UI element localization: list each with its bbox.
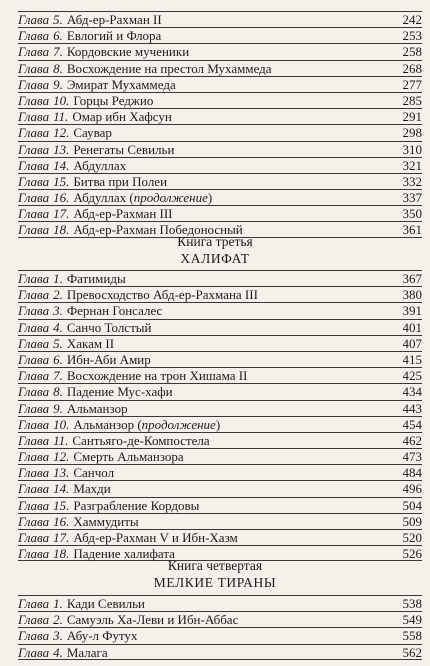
chapter-title-text: Горцы Реджио [73, 92, 154, 108]
chapter-title-text: Кади Севильи [66, 596, 146, 611]
chapter-title-text: Восхождение на трон Хишама II [66, 368, 248, 384]
chapter-number: 5. [53, 12, 63, 27]
chapter-title-text: Санчо Толстый [66, 319, 152, 335]
chapter-number: 10. [53, 416, 70, 432]
chapter-page-number: 242 [402, 12, 422, 27]
chapter-row [18, 464, 422, 480]
chapter-row [18, 497, 422, 513]
chapter-title [67, 61, 396, 77]
chapter-title-text: Малага [66, 644, 108, 660]
chapter-page-number: 361 [402, 222, 422, 238]
chapter-page-number: 562 [402, 644, 422, 660]
chapter-title-text: Абд-ер-Рахман II [66, 12, 162, 27]
chapter-label: Глава [18, 319, 50, 335]
chapter-title-text: Омар ибн Хафсун [72, 109, 172, 125]
chapter-number: 15. [53, 497, 70, 513]
chapter-row [18, 124, 422, 140]
chapter-title [73, 465, 396, 481]
chapter-title-text: Абд-ер-Рахман III [73, 206, 173, 222]
chapter-title-text: Фернан Гонсалес [66, 303, 163, 319]
chapter-title [73, 142, 396, 158]
chapter-number: 12. [53, 125, 70, 141]
chapter-label: Глава [18, 513, 50, 529]
chapter-page-number: 509 [402, 513, 422, 529]
chapter-title-text: Саувар [73, 125, 112, 141]
chapter-number: 10. [53, 92, 70, 108]
chapter-row [18, 11, 422, 27]
chapter-row [18, 627, 422, 643]
chapter-label: Глава [18, 271, 50, 286]
chapter-label: Глава [18, 432, 50, 448]
chapter-title-text: Хакам II [66, 335, 115, 351]
chapter-title [73, 498, 396, 514]
chapter-number: 4. [53, 319, 63, 335]
chapter-title [67, 352, 396, 368]
chapter-label: Глава [18, 449, 50, 465]
chapter-number: 18. [53, 222, 70, 238]
chapter-page-number: 443 [402, 400, 422, 416]
chapter-row [18, 448, 422, 464]
chapter-row [18, 286, 422, 302]
chapter-label: Глава [18, 28, 50, 44]
chapter-page-number: 504 [402, 497, 422, 513]
chapter-title [73, 514, 396, 530]
chapter-title [67, 612, 396, 628]
chapter-number: 5. [53, 335, 63, 351]
chapter-title-text: Превосходство Абд-ер-Рахмана III [66, 287, 258, 303]
chapter-page-number: 520 [402, 530, 422, 545]
chapter-title-text: Евлогий и Флора [66, 28, 162, 44]
chapter-title-text: Эмират Мухаммеда [66, 76, 176, 92]
chapter-title-text: Смерть Альманзора [73, 449, 184, 465]
chapter-row [18, 27, 422, 43]
chapter-label: Глава [18, 530, 50, 545]
chapter-number: 7. [53, 368, 63, 384]
chapter-title [67, 320, 396, 336]
chapter-title [73, 174, 396, 190]
chapter-title-text: Махди [73, 481, 111, 497]
book3-title: ХАЛИФАТ [180, 251, 250, 266]
chapter-page-number: 401 [402, 319, 422, 335]
chapter-label: Глава [18, 173, 50, 189]
chapter-row [18, 351, 422, 367]
chapter-number: 3. [53, 628, 63, 644]
chapter-row [18, 43, 422, 59]
chapter-number: 9. [53, 400, 63, 416]
chapter-row [18, 529, 422, 545]
chapter-number: 8. [53, 60, 63, 76]
chapter-title [73, 206, 396, 222]
chapter-label: Глава [18, 109, 50, 125]
chapter-number: 2. [53, 287, 63, 303]
chapter-row [18, 76, 422, 92]
chapter-label: Глава [18, 546, 50, 562]
chapter-page-number: 268 [402, 60, 422, 76]
chapter-page-number: 332 [402, 173, 422, 189]
chapter-row [18, 108, 422, 124]
chapter-page-number: 367 [402, 271, 422, 286]
chapter-title [72, 109, 396, 125]
chapter-page-number: 549 [402, 612, 422, 628]
chapter-row [18, 644, 422, 660]
chapter-label: Глава [18, 92, 50, 108]
chapter-title-text: Сантьяго-де-Компостела [72, 432, 210, 448]
chapter-label: Глава [18, 465, 50, 481]
chapter-label: Глава [18, 76, 50, 92]
chapter-number: 13. [53, 141, 70, 157]
chapter-page-number: 454 [402, 416, 422, 432]
chapter-title-italic: продолжение [141, 416, 216, 432]
chapter-number: 2. [53, 612, 63, 628]
chapter-number: 13. [53, 465, 70, 481]
chapter-title-text: Санчол [73, 465, 115, 481]
chapter-label: Глава [18, 287, 50, 303]
chapter-row [18, 205, 422, 221]
chapter-row [18, 335, 422, 351]
chapter-row [18, 383, 422, 399]
chapter-row [18, 416, 422, 432]
chapter-number: 4. [53, 644, 63, 660]
chapter-label: Глава [18, 12, 50, 27]
chapter-title [67, 303, 396, 319]
chapter-page-number: 298 [402, 125, 422, 141]
chapter-title-text: Абдуллах [73, 157, 127, 173]
chapter-row [18, 189, 422, 205]
chapter-row [18, 400, 422, 416]
chapter-page-number: 391 [402, 303, 422, 319]
book4-heading: Книга четвертая [167, 558, 263, 573]
chapter-title [67, 596, 396, 612]
chapter-title [67, 12, 396, 28]
chapter-title [67, 28, 396, 44]
chapter-page-number: 558 [402, 628, 422, 644]
chapter-row [18, 302, 422, 318]
chapter-row [18, 480, 422, 496]
chapter-title [67, 368, 396, 384]
chapter-label: Глава [18, 497, 50, 513]
chapter-number: 1. [53, 596, 63, 611]
chapter-number: 6. [53, 351, 63, 367]
chapter-number: 15. [53, 173, 70, 189]
chapter-row [18, 432, 422, 448]
chapter-page-number: 350 [402, 206, 422, 222]
chapter-title-text: Битва при Полеи [73, 173, 168, 189]
chapter-page-number: 310 [402, 141, 422, 157]
chapter-title-text: Альманзор ( [73, 416, 142, 432]
chapter-label: Глава [18, 628, 50, 644]
chapter-label: Глава [18, 335, 50, 351]
chapter-title-text: Альманзор [66, 400, 128, 416]
chapter-title [67, 384, 396, 400]
chapter-title [73, 125, 396, 141]
chapter-title [73, 530, 396, 546]
book3-chapter-list [18, 270, 422, 561]
chapter-row [18, 595, 422, 611]
chapter-page-number: 462 [402, 432, 422, 448]
chapter-row [18, 60, 422, 76]
chapter-title [67, 645, 396, 661]
chapter-number: 3. [53, 303, 63, 319]
chapter-number: 17. [53, 206, 70, 222]
chapter-page-number: 291 [402, 109, 422, 125]
chapter-label: Глава [18, 384, 50, 400]
chapter-title-text: Абд-ер-Рахман V и Ибн-Хазм [73, 530, 238, 545]
chapter-page-number: 277 [402, 76, 422, 92]
chapter-number: 18. [53, 546, 70, 562]
chapter-title-text: Ренегаты Севильи [73, 141, 175, 157]
chapter-row [18, 173, 422, 189]
chapter-title [67, 336, 396, 352]
chapter-row [18, 319, 422, 335]
chapter-title [67, 44, 396, 60]
chapter-title [73, 158, 396, 174]
chapter-title [73, 93, 396, 109]
chapter-label: Глава [18, 416, 50, 432]
chapter-page-number: 473 [402, 449, 422, 465]
book3-heading: Книга третья [177, 234, 253, 249]
chapter-number: 17. [53, 530, 70, 545]
chapter-title-text: Восхождение на престол Мухаммеда [66, 60, 272, 76]
chapter-label: Глава [18, 206, 50, 222]
chapter-title-text: Фатимиды [66, 271, 126, 286]
chapter-title [73, 190, 396, 206]
chapter-page-number: 258 [402, 44, 422, 60]
chapter-title-text: Разграбление Кордовы [73, 497, 200, 513]
chapter-row [18, 611, 422, 627]
chapter-title-text: Падение Мус-хафи [66, 384, 173, 400]
chapter-number: 14. [53, 157, 70, 173]
chapter-number: 11. [53, 109, 69, 125]
chapter-title [73, 481, 396, 497]
chapter-page-number: 380 [402, 287, 422, 303]
chapter-page-number: 425 [402, 368, 422, 384]
chapter-label: Глава [18, 60, 50, 76]
chapter-page-number: 321 [402, 157, 422, 173]
chapter-number: 9. [53, 76, 63, 92]
chapter-page-number: 538 [402, 596, 422, 611]
chapter-label: Глава [18, 125, 50, 141]
chapter-row [18, 270, 422, 286]
chapter-number: 14. [53, 481, 70, 497]
chapter-number: 1. [53, 271, 63, 286]
chapter-title-end: ) [207, 190, 213, 206]
chapter-title-end: ) [215, 416, 221, 432]
chapter-number: 16. [53, 190, 70, 206]
chapter-number: 6. [53, 28, 63, 44]
chapter-title [67, 271, 396, 287]
chapter-label: Глава [18, 44, 50, 60]
chapter-label: Глава [18, 368, 50, 384]
chapter-row [18, 513, 422, 529]
chapter-title [73, 449, 396, 465]
chapter-row [18, 367, 422, 383]
chapter-label: Глава [18, 141, 50, 157]
chapter-label: Глава [18, 303, 50, 319]
chapter-page-number: 337 [402, 190, 422, 206]
chapter-label: Глава [18, 612, 50, 628]
chapter-page-number: 253 [402, 28, 422, 44]
book4-title: МЕЛКИЕ ТИРАНЫ [153, 575, 277, 590]
chapter-label: Глава [18, 644, 50, 660]
chapter-title-text: Абдуллах ( [73, 190, 134, 206]
chapter-page-number: 484 [402, 465, 422, 481]
chapter-number: 16. [53, 513, 70, 529]
chapter-page-number: 415 [402, 351, 422, 367]
chapter-number: 7. [53, 44, 63, 60]
chapter-title-text: Хаммудиты [73, 513, 139, 529]
chapter-title [67, 77, 396, 93]
chapter-label: Глава [18, 157, 50, 173]
chapter-page-number: 526 [402, 546, 422, 562]
chapter-title-text: Ибн-Аби Амир [66, 351, 151, 367]
chapter-page-number: 496 [402, 481, 422, 497]
chapter-page-number: 434 [402, 384, 422, 400]
chapter-label: Глава [18, 481, 50, 497]
chapter-page-number: 407 [402, 335, 422, 351]
chapter-number: 12. [53, 449, 70, 465]
chapter-title [73, 417, 396, 433]
book4-chapter-list [18, 595, 422, 660]
chapter-row [18, 92, 422, 108]
chapter-label: Глава [18, 190, 50, 206]
chapter-label: Глава [18, 222, 50, 238]
chapter-title-text: Самуэль Ха-Леви и Ибн-Аббас [66, 612, 239, 628]
chapter-title [67, 287, 396, 303]
chapter-label: Глава [18, 351, 50, 367]
chapter-title [67, 401, 396, 417]
book2-chapter-list [18, 11, 422, 238]
chapter-title [72, 433, 396, 449]
chapter-title-italic: продолжение [133, 190, 208, 206]
chapter-page-number: 285 [402, 92, 422, 108]
chapter-row [18, 141, 422, 157]
chapter-number: 8. [53, 384, 63, 400]
chapter-title-text: Кордовские мученики [66, 44, 190, 60]
chapter-title-text: Абу-л Футух [66, 628, 138, 644]
chapter-title-text: Падение халифата [73, 546, 175, 562]
chapter-row [18, 157, 422, 173]
chapter-title-text: Абд-ер-Рахман Победоносный [73, 222, 243, 238]
chapter-number: 11. [53, 432, 69, 448]
chapter-label: Глава [18, 596, 50, 611]
chapter-title [67, 628, 396, 644]
chapter-label: Глава [18, 400, 50, 416]
